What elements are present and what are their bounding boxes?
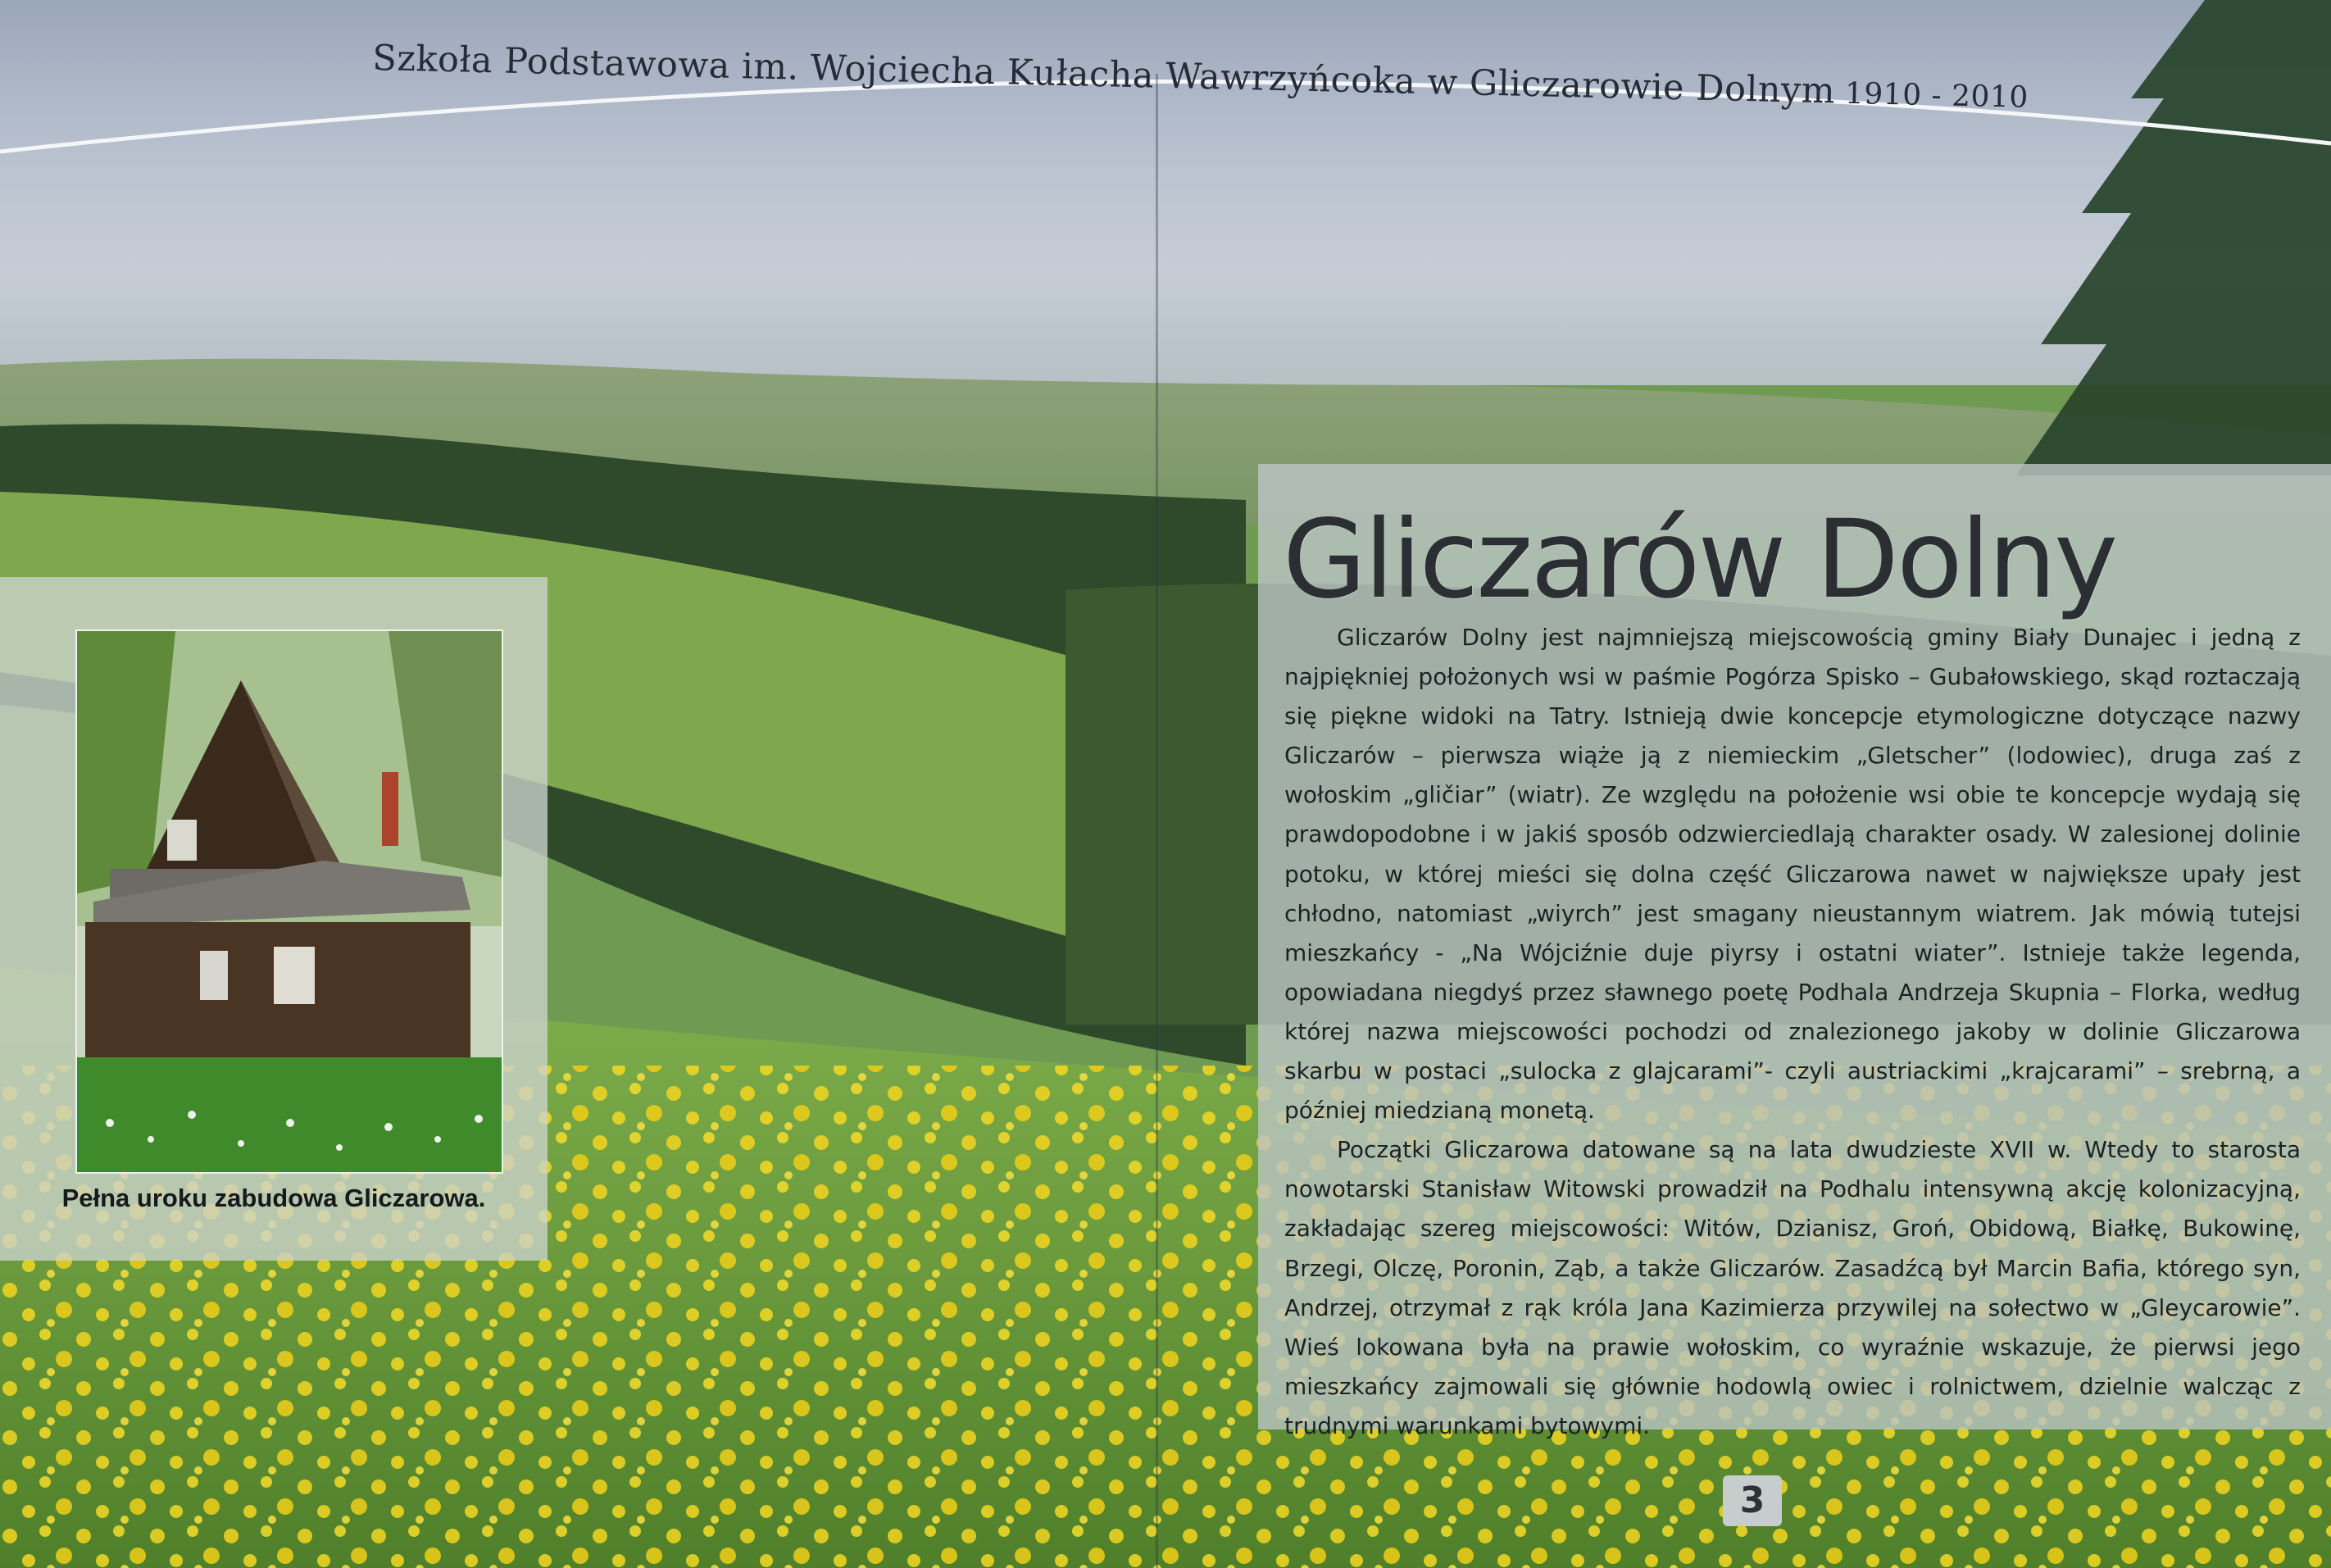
house-illustration [77,631,502,1172]
wooden-house-photo [75,629,503,1174]
article-title: Gliczarów Dolny [1283,497,2116,623]
article-panel [1258,464,2331,1439]
paragraph: Gliczarów Dolny jest najmniejszą miejscowością gminy Biały Dunajec i jedną z najpiękniej położonych wsi w paśmie Pogórza Spisko – Gubałowskiego, skąd roztaczają się piękne widoki na Tatry. Istnieją dwie koncepcje etymologiczne dotyczące nazwy Gliczarów – pierwsza wiąże ją z niemieckim „Gletscher” (lodowiec), druga zaś z wołoskim „gličiar” (wiatr). Ze względu na położenie wsi obie te koncepcje wydają się prawdopodobne i w jakiś sposób odzwierciedlają charakter osady. W zalesionej dolinie potoku, w której mieści się dolna część Gliczarowa nawet w największe upały jest chłodno, natomiast „wiyrch” jest smagany nieustannym wiatrem. Jak mówią tutejsi mieszkańcy - „Na Wójciźnie duje piyrsy i ostatni wiater”. Istnieje także legenda, opowiadana niegdyś przez sławnego poetę Podhala Andrzeja Skupnia – Florka, według której nazwa miejscowości pochodzi od znalezionego jakoby w dolinie Gliczarowa skarbu w postaci „sulocka z glajcarami”- czyli austriackimi „krajcarami” – srebrną, a później miedzianą monetą. [1284,624,2301,1125]
school-name: Szkoła Podstawowa im. Wojciecha Kułacha Wawrzyńcoka w Gliczarowie Dolnym [371,38,1836,112]
article-body [1284,618,2301,1446]
page-number: 3 [1723,1475,1782,1526]
paragraph: Początki Gliczarowa datowane są na lata dwudzieste XVII w. Wtedy to starosta nowotarski Stanisław Witowski prowadził na Podhalu intensywną akcję kolonizacyjną, zakładając szereg miejscowości: Witów, Dzianisz, Groń, Obidową, Białkę, Bukowinę, Brzegi, Olczę, Poronin, Ząb, a także Gliczarów. Zasadźcą był Marcin Bafia, którego syn, Andrzej, otrzymał z rąk króla Jana Kazimierza przywilej na sołectwo w „Gleycarowie”. Wieś lokowana była na prawie wołoskim, co wyraźnie wskazuje, że pierwsi jego mieszkańcy zajmowali się głównie hodowlą owiec i rolnictwem, dzielnie walcząc z trudnymi warunkami bytowymi. [1284,1136,2301,1439]
page-fold [1156,74,1158,1568]
header-years: 1910 - 2010 [1844,76,2029,115]
photo-card [0,577,548,1261]
photo-caption: Pełna uroku zabudowa Gliczarowa. [61,1184,486,1212]
